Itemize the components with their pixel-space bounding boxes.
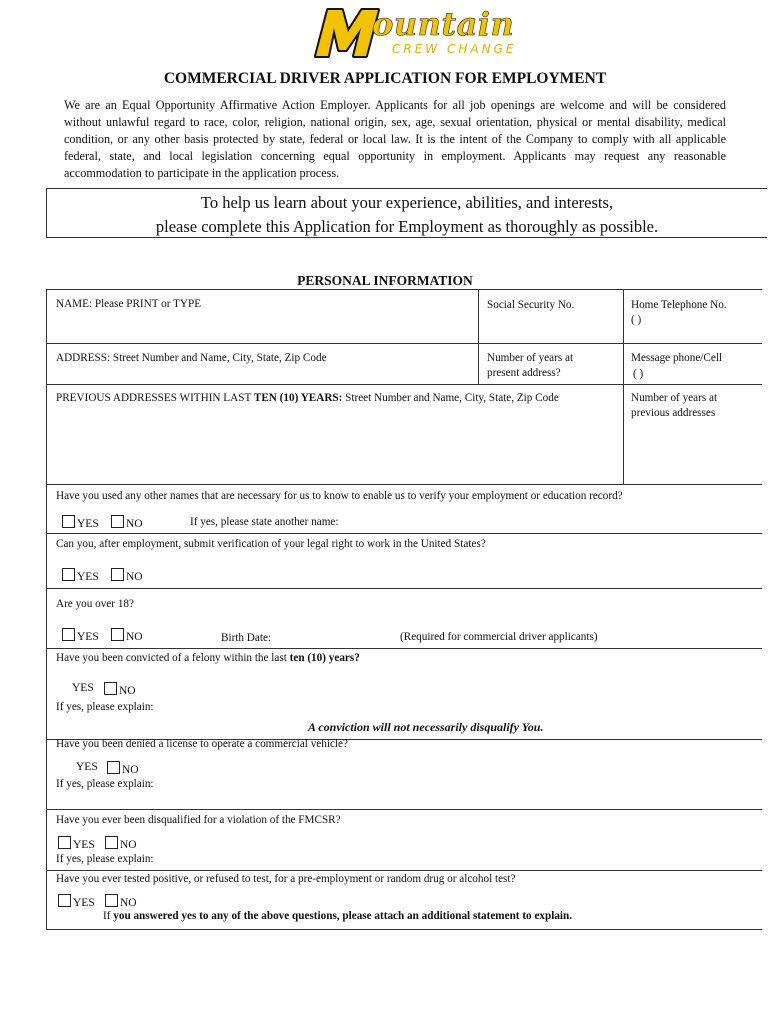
- fmcsr-question: Have you ever been disqualified for a violation of the FMCSR?: [56, 814, 341, 826]
- birth-note: (Required for commercial driver applicants): [400, 631, 598, 643]
- license-yes[interactable]: YES: [76, 761, 98, 773]
- felony-question: [56, 651, 360, 666]
- grid-line: [46, 484, 762, 485]
- license-explain[interactable]: If yes, please explain:: [56, 778, 154, 790]
- name-field-label[interactable]: NAME: Please PRINT or TYPE: [56, 298, 202, 310]
- grid-line: [46, 533, 762, 534]
- checkbox[interactable]: [62, 568, 75, 581]
- attach-prefix: If: [103, 910, 114, 922]
- help-box: [46, 188, 767, 238]
- grid-line: [46, 648, 762, 649]
- over18-no[interactable]: [111, 628, 143, 643]
- yes-label: YES: [77, 631, 99, 643]
- checkbox[interactable]: [58, 894, 71, 907]
- message-phone-label[interactable]: Message phone/Cell: [631, 352, 723, 364]
- felony-bold: ten (10) years?: [289, 652, 360, 664]
- page-title: COMMERCIAL DRIVER APPLICATION FOR EMPLOYMENT: [163, 70, 607, 87]
- felony-no[interactable]: [104, 682, 136, 697]
- grid-line: [46, 384, 762, 385]
- grid-line: [46, 289, 47, 929]
- checkbox[interactable]: [111, 628, 124, 641]
- no-label: NO: [120, 839, 137, 851]
- no-label: NO: [126, 518, 143, 530]
- help-line-1: To help us learn about your experience, abilities, and interests,: [200, 193, 614, 212]
- grid-line: [46, 870, 762, 871]
- tested-question: Have you ever tested positive, or refused to test, for a pre-employment or random drug or alcohol test?: [56, 873, 516, 885]
- legal-right-question: Can you, after employment, submit verification of your legal right to work in the United States?: [56, 538, 486, 550]
- checkbox[interactable]: [62, 515, 75, 528]
- license-question: Have you been denied a license to operate a commercial vehicle?: [56, 738, 348, 750]
- checkbox[interactable]: [111, 568, 124, 581]
- other-names-followup: If yes, please state another name:: [190, 516, 339, 528]
- yes-label: YES: [73, 839, 95, 851]
- years-previous-label[interactable]: Number of years at previous addresses: [631, 392, 718, 419]
- felony-yes[interactable]: YES: [72, 682, 94, 694]
- no-label: NO: [126, 571, 143, 583]
- logo-subtitle: CREW CHANGE: [392, 42, 517, 56]
- previous-addresses-label[interactable]: [56, 391, 559, 406]
- fmcsr-no[interactable]: [105, 836, 137, 851]
- prev-suffix: Street Number and Name, City, State, Zip Code: [342, 392, 559, 404]
- conviction-note: A conviction will not necessarily disqualify You.: [308, 720, 544, 734]
- years-present-label[interactable]: Number of years at present address?: [487, 352, 574, 379]
- license-no[interactable]: [107, 761, 139, 776]
- felony-prefix: Have you been convicted of a felony within the last: [56, 652, 290, 664]
- address-field-label[interactable]: ADDRESS: Street Number and Name, City, State, Zip Code: [56, 352, 327, 364]
- no-label: NO: [126, 631, 143, 643]
- other-names-no[interactable]: [111, 515, 143, 530]
- birth-date-label[interactable]: Birth Date:: [221, 632, 272, 644]
- no-label: NO: [122, 764, 139, 776]
- home-phone-paren: ( ): [631, 314, 642, 326]
- grid-line: [623, 289, 624, 484]
- prev-bold: TEN (10) YEARS:: [253, 392, 343, 404]
- yes-label: YES: [73, 897, 95, 909]
- checkbox[interactable]: [62, 628, 75, 641]
- grid-line: [46, 929, 762, 930]
- no-label: NO: [119, 685, 136, 697]
- tested-yes[interactable]: [58, 894, 95, 909]
- fmcsr-yes[interactable]: [58, 836, 95, 851]
- ssn-field-label[interactable]: Social Security No.: [487, 299, 575, 311]
- message-phone-paren: ( ): [633, 368, 644, 380]
- checkbox[interactable]: [58, 836, 71, 849]
- over18-yes[interactable]: [62, 628, 99, 643]
- yes-label: YES: [77, 518, 99, 530]
- home-phone-label[interactable]: Home Telephone No.: [631, 299, 727, 311]
- section-title: PERSONAL INFORMATION: [297, 273, 473, 288]
- checkbox[interactable]: [107, 761, 120, 774]
- intro-paragraph: We are an Equal Opportunity Affirmative Action Employer. Applicants for all job openings are welcome and will be considered without unlawful regard to race, color, religion, national origin, sex, age, sexual orientation, physical or mental disability, medical condition, or any other basis protected by state, federal or local law. It is the intent of the Company to comply with all applicable federal, state, and local legislation concerning equal opportunity in employment. Applicants may request any reasonable accommodation to participate in the application process.: [64, 98, 726, 180]
- logo-wordmark: ountain: [372, 5, 515, 43]
- legal-right-yes[interactable]: [62, 568, 99, 583]
- checkbox[interactable]: [111, 515, 124, 528]
- checkbox[interactable]: [105, 894, 118, 907]
- tested-no[interactable]: [105, 894, 137, 909]
- grid-line: [46, 809, 762, 810]
- checkbox[interactable]: [105, 836, 118, 849]
- yes-label: YES: [77, 571, 99, 583]
- legal-right-no[interactable]: [111, 568, 143, 583]
- no-label: NO: [120, 897, 137, 909]
- other-names-question: Have you used any other names that are necessary for us to know to enable us to verify your employment or education record?: [56, 490, 623, 502]
- help-line-2: please complete this Application for Employment as thoroughly as possible.: [155, 217, 659, 236]
- fmcsr-explain[interactable]: If yes, please explain:: [56, 853, 154, 865]
- grid-line: [46, 588, 762, 589]
- grid-line: [478, 289, 479, 384]
- attach-statement: [103, 909, 572, 924]
- felony-explain[interactable]: If yes, please explain:: [56, 701, 154, 713]
- attach-bold: you answered yes to any of the above questions, please attach an additional statement to explain.: [113, 910, 573, 922]
- prev-prefix: PREVIOUS ADDRESSES WITHIN LAST: [56, 392, 254, 404]
- grid-line: [46, 289, 762, 290]
- grid-line: [46, 343, 762, 344]
- over18-question: Are you over 18?: [56, 598, 134, 610]
- other-names-yes[interactable]: [62, 515, 99, 530]
- checkbox[interactable]: [104, 682, 117, 695]
